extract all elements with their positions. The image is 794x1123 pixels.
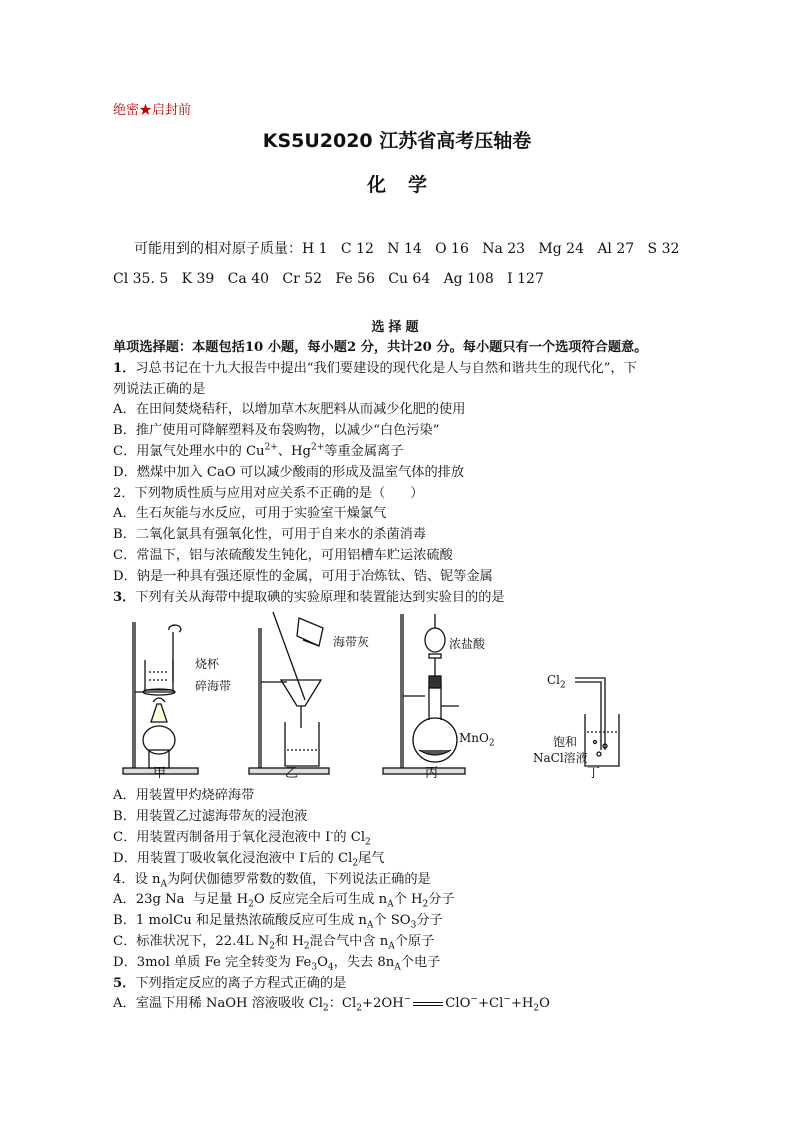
q3-d-sup: - xyxy=(304,849,308,860)
q3-d-post: 尾气 xyxy=(358,850,385,866)
q5-a-sup3: − xyxy=(503,994,511,1005)
q3-option-d xyxy=(113,849,693,870)
star-icon: ★ xyxy=(139,103,153,118)
caption-ding: 丁 xyxy=(587,766,601,782)
atomic-mass-line-1: 可能用到的相对原子质量：H 1 C 12 N 14 O 16 Na 23 Mg 24 Al 27 S 32 xyxy=(134,241,680,257)
q1-c-mid: 、Hg xyxy=(277,443,311,459)
q5-a-sub2: 2 xyxy=(356,1003,362,1014)
q4-a-pre: A．23g Na 与足量 H xyxy=(113,892,249,908)
label-cl2-sub: 2 xyxy=(560,680,566,691)
q3-c-post: 的 Cl xyxy=(333,829,366,845)
q1-c-sup1: 2+ xyxy=(264,442,278,453)
confidential-text-2: 启封前 xyxy=(152,103,192,118)
confidential-text: 绝密 xyxy=(113,103,140,118)
label-beaker: 烧杯 xyxy=(195,657,220,672)
label-nacl: NaCl溶液 xyxy=(533,751,588,766)
q5-number: 5． xyxy=(113,975,136,991)
atomic-mass-line-2: Cl 35. 5 K 39 Ca 40 Cr 52 Fe 56 Cu 64 Ag 108 I 127 xyxy=(113,271,544,287)
q4-a-sub2: A xyxy=(387,899,394,910)
q5-a-rhs4: O xyxy=(539,996,550,1012)
q1-stem-line1: 习总书记在十九大报告中提出“我们要建设的现代化是人与自然和谐共生的现代化”，下 xyxy=(135,360,637,376)
label-ash: 海带灰 xyxy=(333,635,370,650)
label-saturated: 饱和 xyxy=(553,735,578,750)
q1-option-c xyxy=(113,442,693,463)
q5-a-sup1: − xyxy=(403,994,412,1005)
q5-a-sub1: 2 xyxy=(323,1003,329,1014)
caption-jia: 甲 xyxy=(153,766,167,782)
q1-c-post: 等重金属离子 xyxy=(324,443,404,459)
q1-option-a: A．在田间焚烧秸秆，以增加草木灰肥料从而减少化肥的使用 xyxy=(113,402,466,418)
q4-d-pre: D．3mol 单质 Fe 完全转变为 Fe xyxy=(113,954,312,970)
q1-number: 1． xyxy=(113,360,136,376)
q1-c-sup2: 2+ xyxy=(310,442,325,453)
apparatus-jia xyxy=(123,622,198,774)
q3-d-mid: 后的 Cl xyxy=(307,850,353,866)
q2-stem: 2．下列物质性质与应用对应关系不正确的是（ ） xyxy=(113,485,424,501)
label-cl2 xyxy=(547,670,566,691)
section-title: 选择题 xyxy=(371,320,423,335)
q4-option-a xyxy=(113,890,693,911)
label-mno2 xyxy=(459,728,495,749)
q5-a-pre: A．室温下用稀 NaOH 溶液吸收 Cl xyxy=(113,996,323,1012)
q5-stem-text: 下列指定反应的离子方程式正确的是 xyxy=(135,975,347,991)
q4-c-mid: 和 H xyxy=(275,933,304,949)
q5-a-rhs: ClO xyxy=(445,996,471,1012)
q4-c-mid2: 混合气中含 n xyxy=(309,933,389,949)
label-mno2-sub: 2 xyxy=(488,738,495,749)
q1-stem xyxy=(113,359,693,380)
q1-c-text: C．用氯气处理水中的 Cu xyxy=(113,443,265,459)
q4-d-mid: O xyxy=(317,954,328,970)
q3-number: 3． xyxy=(113,589,136,605)
q4-b-sub1: A xyxy=(366,920,374,931)
q4-c-sub1: 2 xyxy=(269,941,275,952)
q3-stem-text: 下列有关从海带中提取碘的实验原理和装置能达到实验目的的是 xyxy=(135,589,505,605)
q3-c-sup: - xyxy=(330,828,334,839)
q5-a-rhs3: +H xyxy=(510,996,534,1012)
exam-title: KS5U2020 江苏省高考压轴卷 xyxy=(262,130,532,152)
q3-d-sub: 2 xyxy=(352,858,359,869)
q4-c-pre: C．标准状况下，22.4L N xyxy=(113,933,270,949)
exam-subject: 化学 xyxy=(366,174,449,196)
equals-sign-icon xyxy=(413,1002,443,1006)
q4-a-post: 分子 xyxy=(428,892,455,908)
q2-option-c: C．常温下，铝与浓硫酸发生钝化，可用铝槽车贮运浓硫酸 xyxy=(113,547,453,563)
q4-a-sub1: 2 xyxy=(248,899,254,910)
q4-d-sub1: 3 xyxy=(311,962,318,973)
q4-stem-post: 为阿伏伽德罗常数的数值，下列说法正确的是 xyxy=(166,871,431,887)
q4-option-b xyxy=(113,911,693,932)
q5-stem xyxy=(113,974,693,995)
caption-bing: 丙 xyxy=(425,766,439,782)
q2-option-d: D．钠是一种具有强还原性的金属，可用于冶炼钛、锆、铌等金属 xyxy=(113,568,493,584)
q4-b-pre: B．1 molCu 和足量热浓硫酸反应可生成 n xyxy=(113,913,367,929)
q5-a-sub3: 2 xyxy=(533,1003,540,1014)
q4-d-sub3: A xyxy=(394,962,401,973)
q4-a-sub3: 2 xyxy=(422,899,429,910)
q5-a-rhs2: +Cl xyxy=(477,996,504,1012)
q1-stem-line2: 列说法正确的是 xyxy=(113,381,206,397)
q4-d-mid2: ，失去 8n xyxy=(333,954,395,970)
q2-option-a: A．生石灰能与水反应，可用于实验室干燥氯气 xyxy=(113,506,387,522)
q4-c-sub2: 2 xyxy=(303,941,310,952)
label-cl2-text: Cl xyxy=(547,673,561,688)
q4-option-c xyxy=(113,932,693,953)
q4-c-post: 个原子 xyxy=(394,933,435,949)
q4-stem-sub: A xyxy=(160,879,167,890)
question-content xyxy=(113,338,693,1015)
q1-option-b: B．推广使用可降解塑料及布袋购物，以减少“白色污染” xyxy=(113,423,440,439)
q4-stem xyxy=(113,870,693,891)
q3-option-b: B．用装置乙过滤海带灰的浸泡液 xyxy=(113,809,308,825)
q2-option-b: B．二氧化氯具有强氧化性，可用于自来水的杀菌消毒 xyxy=(113,527,427,543)
q5-option-a xyxy=(113,994,693,1015)
section-instruction: 单项选择题：本题包括10 小题，每小题2 分，共计20 分。每小题只有一个选项符合题意。 xyxy=(113,340,648,355)
label-kelp: 碎海带 xyxy=(195,679,232,694)
q4-d-sub2: 4 xyxy=(327,962,334,973)
apparatus-yi xyxy=(249,612,329,774)
q4-c-sub3: A xyxy=(388,941,395,952)
q4-a-mid: O 反应完全后可生成 n xyxy=(253,892,388,908)
q4-a-mid2: 个 H xyxy=(393,892,423,908)
q4-b-post: 分子 xyxy=(416,913,443,929)
confidential-label xyxy=(113,99,191,118)
q4-stem-pre: 4．设 n xyxy=(113,871,161,887)
q3-c-pre: C．用装置丙制备用于氧化浸泡液中 I xyxy=(113,829,331,845)
q4-b-sub2: 3 xyxy=(410,920,417,931)
q3-stem xyxy=(113,588,693,609)
q3-c-sub: 2 xyxy=(365,837,371,848)
q5-a-mid2: +2OH xyxy=(361,996,404,1012)
caption-yi: 乙 xyxy=(285,766,299,782)
q4-b-mid: 个 SO xyxy=(373,913,411,929)
apparatus-figure xyxy=(113,610,693,782)
q3-d-pre: D．用装置丁吸收氧化浸泡液中 I xyxy=(113,850,305,866)
q5-a-sup2: − xyxy=(470,994,478,1005)
label-mno2-text: MnO xyxy=(459,731,489,746)
q5-a-mid: ：Cl xyxy=(328,996,357,1012)
q3-option-c xyxy=(113,828,693,849)
q4-option-d xyxy=(113,953,693,974)
q4-d-post: 个电子 xyxy=(400,954,441,970)
q3-option-a: A．用装置甲灼烧碎海带 xyxy=(113,788,255,804)
label-hcl: 浓盐酸 xyxy=(449,637,486,652)
q1-option-d: D．燃煤中加入 CaO 可以减少酸雨的形成及温室气体的排放 xyxy=(113,464,465,480)
